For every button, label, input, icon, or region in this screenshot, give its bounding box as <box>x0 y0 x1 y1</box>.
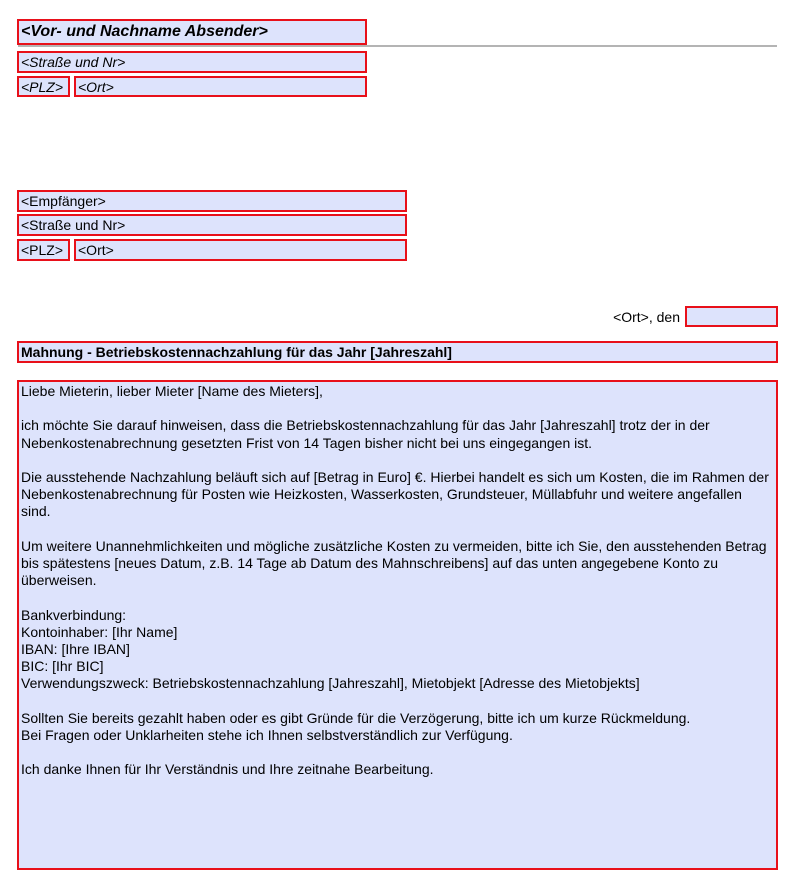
sender-divider <box>18 45 777 47</box>
sender-zip-field[interactable]: <PLZ> <box>17 76 70 97</box>
sender-name-field[interactable]: <Vor- und Nachname Absender> <box>17 19 367 45</box>
bank-details <box>21 607 774 693</box>
bank-purpose: Verwendungszweck: Betriebskostennachzahlung [Jahreszahl], Mietobjekt [Adresse des Mietobjekts] <box>21 675 640 692</box>
recipient-city-field[interactable]: <Ort> <box>74 239 407 261</box>
bank-heading: Bankverbindung: <box>21 606 127 623</box>
subject-field[interactable]: Mahnung - Betriebskostennachzahlung für das Jahr [Jahreszahl] <box>17 341 778 363</box>
recipient-zip-field[interactable]: <PLZ> <box>17 239 70 261</box>
recipient-street-field[interactable]: <Straße und Nr> <box>17 214 407 236</box>
sender-city-field[interactable]: <Ort> <box>74 76 367 97</box>
letter-paragraph-amount: Die ausstehende Nachzahlung beläuft sich auf [Betrag in Euro] €. Hierbei handelt es sich um Kosten, die im Rahmen der Nebenkostenabrechnung für Posten wie Heizkosten, Wasserkosten, Grundsteuer, Müllabfuhr und weitere angefallen sind. <box>21 468 769 520</box>
feedback-line-2: Bei Fragen oder Unklarheiten stehe ich Ihnen selbstverständlich zur Verfügung. <box>21 726 513 743</box>
letter-paragraph-overdue: ich möchte Sie darauf hinweisen, dass die Betriebskostennachzahlung für das Jahr [Jahreszahl] trotz der in der Nebenkostenabrechnung gesetzten Frist von 14 Tagen bisher nicht bei uns eingegangen ist. <box>21 417 710 451</box>
bank-iban: IBAN: [Ihre IBAN] <box>21 640 130 657</box>
feedback-line-1: Sollten Sie bereits gezahlt haben oder es gibt Gründe für die Verzögerung, bitte ich um kurze Rückmeldung. <box>21 709 691 726</box>
letter-greeting: Liebe Mieterin, lieber Mieter [Name des Mieters], <box>21 383 323 399</box>
date-field[interactable] <box>685 306 778 327</box>
letter-paragraph-request: Um weitere Unannehmlichkeiten und mögliche zusätzliche Kosten zu vermeiden, bitte ich Sie, den ausstehenden Betrag bis spätestens [neues Datum, z.B. 14 Tage ab Datum des Mahnschreibens] auf das unten angegebene Konto zu überweisen. <box>21 537 767 589</box>
letter-body-field[interactable] <box>17 380 778 870</box>
bank-bic: BIC: [Ihr BIC] <box>21 658 104 675</box>
letter-paragraph-feedback <box>21 710 774 744</box>
date-place-label: <Ort>, den <box>613 309 680 325</box>
sender-street-field[interactable]: <Straße und Nr> <box>17 51 367 73</box>
recipient-name-field[interactable]: <Empfänger> <box>17 190 407 212</box>
letter-closing: Ich danke Ihnen für Ihr Verständnis und Ihre zeitnahe Bearbeitung. <box>21 761 434 778</box>
bank-holder: Kontoinhaber: [Ihr Name] <box>21 623 178 640</box>
